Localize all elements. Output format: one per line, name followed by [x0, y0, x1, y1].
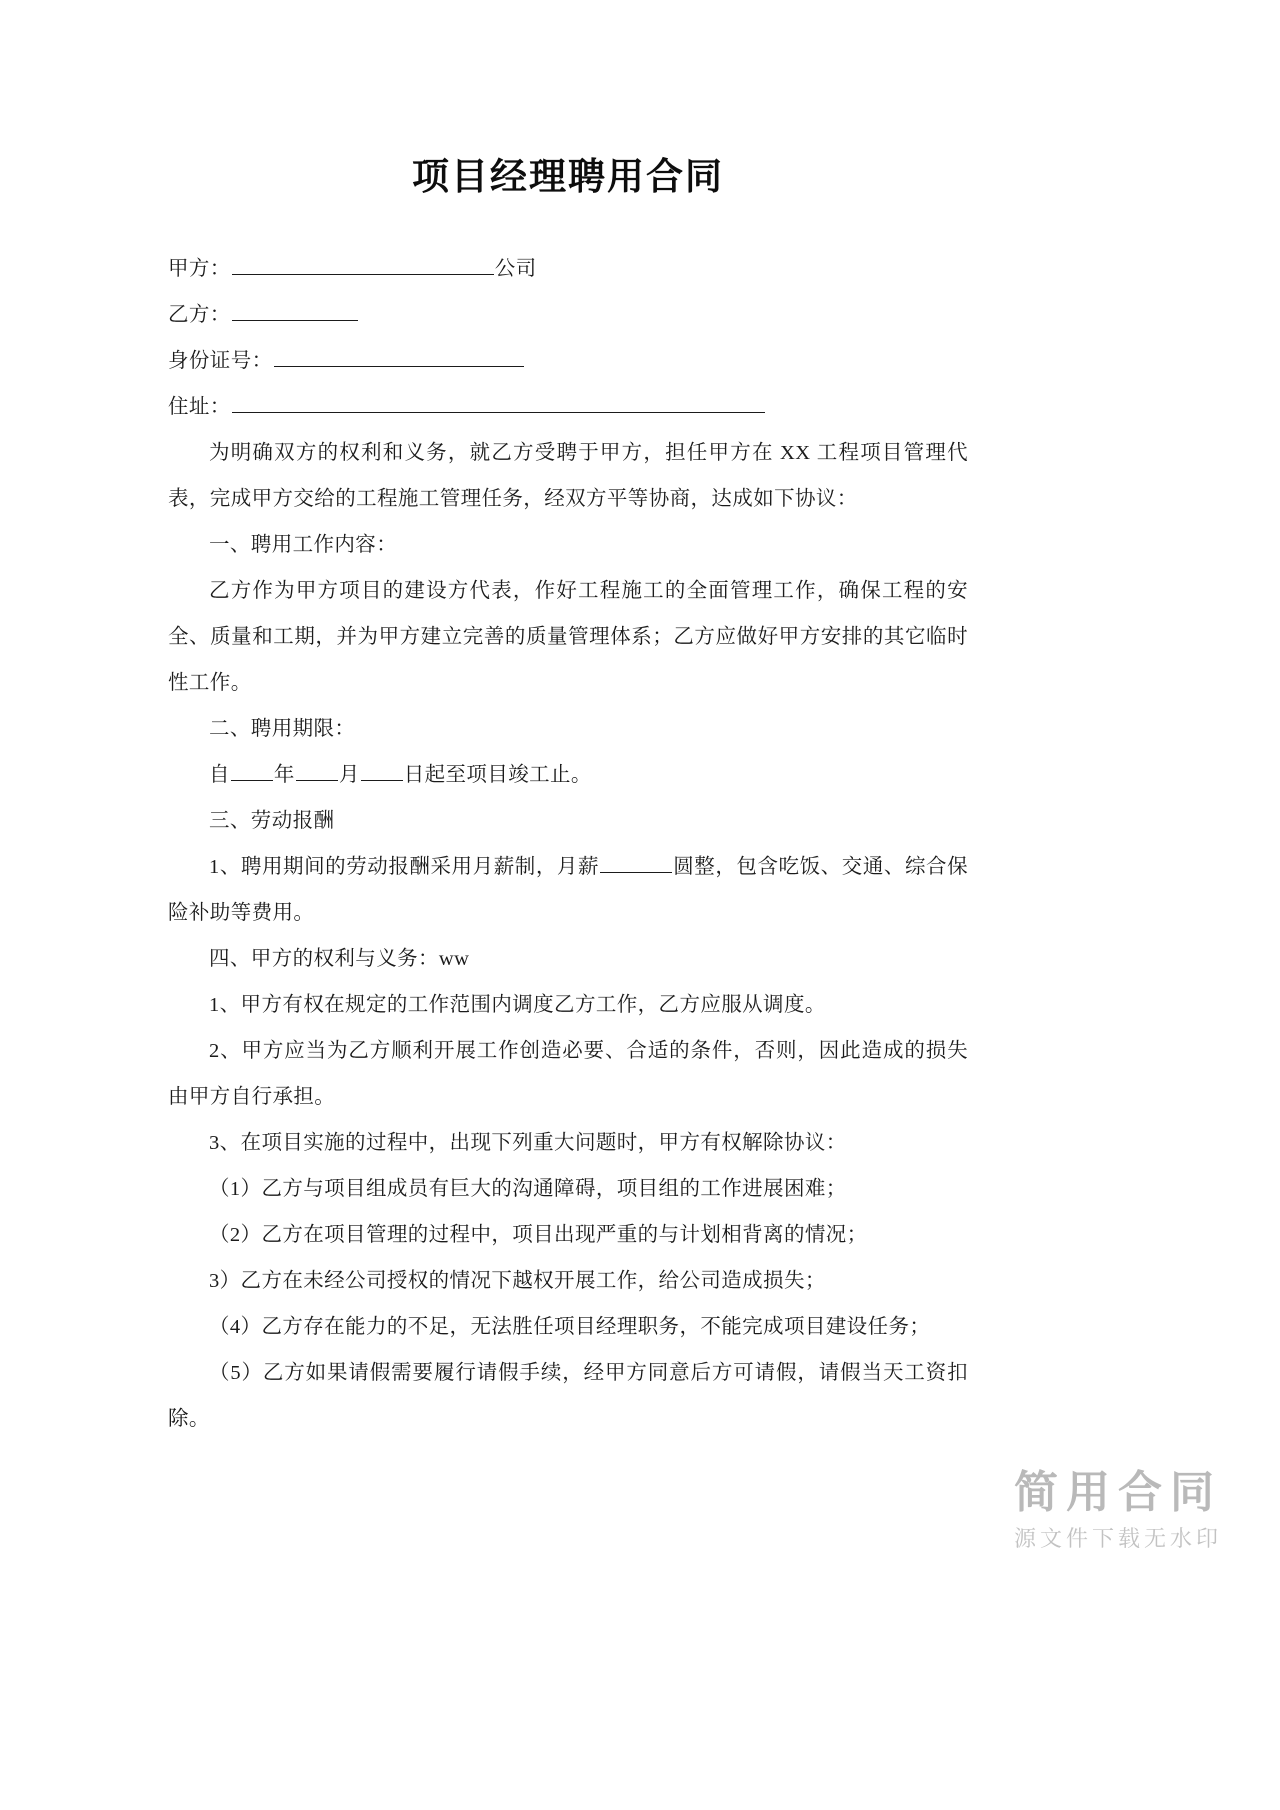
document-body: [168, 246, 968, 1442]
section-4-item-2: 2、甲方应当为乙方顺利开展工作创造必要、合适的条件，否则，因此造成的损失由甲方自行承担。: [168, 1040, 968, 1108]
section-4-subitem-2: （2）乙方在项目管理的过程中，项目出现严重的与计划相背离的情况；: [209, 1224, 868, 1246]
watermark-tagline: 源文件下载无水印: [1013, 1526, 1222, 1552]
party-b-label: 乙方：: [168, 304, 231, 326]
party-a-label: 甲方：: [168, 258, 231, 280]
term-year-blank[interactable]: [231, 759, 273, 781]
watermark-brand: 简用合同: [1014, 1467, 1222, 1519]
id-number-line: [168, 338, 968, 384]
section-4-subitem-4: （4）乙方存在能力的不足，无法胜任项目经理职务，不能完成项目建设任务；: [209, 1316, 931, 1338]
employment-term-line: [168, 752, 968, 798]
section-4-item-3: 3、在项目实施的过程中，出现下列重大问题时，甲方有权解除协议：: [209, 1132, 847, 1154]
term-year-label: 年: [273, 764, 295, 786]
id-number-blank[interactable]: [274, 345, 524, 367]
monthly-salary-blank[interactable]: [600, 851, 672, 873]
section-heading-2: 二、聘用期限：: [209, 718, 356, 740]
section-4-subitem-5: （5）乙方如果请假需要履行请假手续，经甲方同意后方可请假，请假当天工资扣除。: [168, 1362, 968, 1430]
term-month-blank[interactable]: [296, 759, 338, 781]
preamble-paragraph: 为明确双方的权利和义务，就乙方受聘于甲方，担任甲方在 XX 工程项目管理代表，完成甲方交给的工程施工管理任务，经双方平等协商，达成如下协议：: [168, 442, 968, 510]
section-heading-3: 三、劳动报酬: [209, 810, 335, 832]
party-b-blank[interactable]: [232, 299, 358, 321]
section-4-subitem-3: 3）乙方在未经公司授权的情况下越权开展工作，给公司造成损失；: [209, 1270, 826, 1292]
address-label: 住址：: [168, 396, 231, 418]
id-number-label: 身份证号：: [168, 350, 273, 372]
term-prefix: 自: [209, 764, 230, 786]
salary-text-before: 1、聘用期间的劳动报酬采用月薪制，月薪: [209, 856, 600, 878]
section-1-paragraph: 乙方作为甲方项目的建设方代表，作好工程施工的全面管理工作，确保工程的安全、质量和工期，并为甲方建立完善的质量管理体系；乙方应做好甲方安排的其它临时性工作。: [168, 580, 968, 694]
party-b-line: [168, 292, 968, 338]
salary-text-after: 圆整，包含吃饭、交通、综合保险补助等费用。: [168, 856, 968, 924]
party-a-line: [168, 246, 968, 292]
term-day-blank[interactable]: [361, 759, 403, 781]
monthly-salary-line: [168, 844, 968, 936]
address-line: [168, 384, 968, 430]
section-heading-1: 一、聘用工作内容：: [209, 534, 398, 556]
address-blank[interactable]: [232, 391, 765, 413]
watermark: [1014, 1469, 1222, 1552]
section-heading-4: 四、甲方的权利与义务：ww: [209, 948, 470, 970]
section-4-item-1: 1、甲方有权在规定的工作范围内调度乙方工作，乙方应服从调度。: [209, 994, 826, 1016]
term-day-suffix: 日起至项目竣工止。: [403, 764, 592, 786]
party-a-suffix: 公司: [494, 258, 537, 280]
section-4-subitem-1: （1）乙方与项目组成员有巨大的沟通障碍，项目组的工作进展困难；: [209, 1178, 847, 1200]
term-month-label: 月: [338, 764, 360, 786]
page-title: 项目经理聘用合同: [412, 155, 724, 198]
document-sheet: [168, 0, 968, 1442]
party-a-blank[interactable]: [232, 253, 494, 275]
